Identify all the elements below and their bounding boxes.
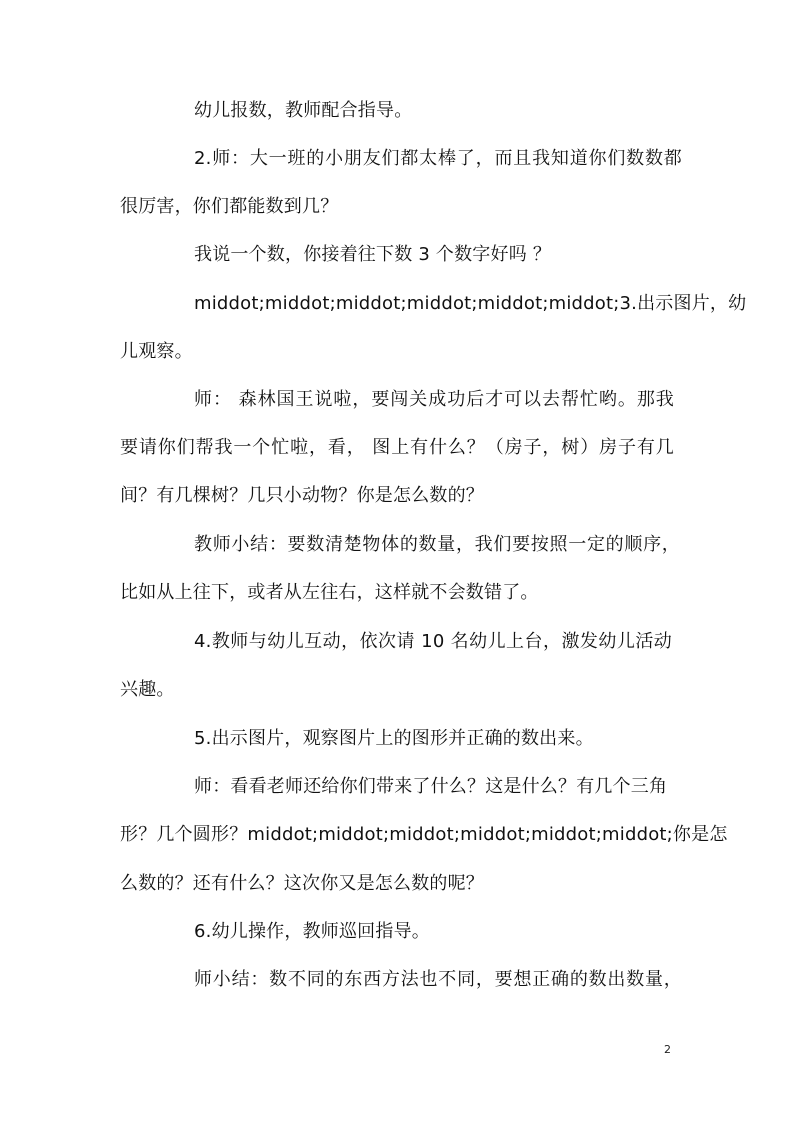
- paragraph-line: 6.幼儿操作，教师巡回指导。: [194, 921, 430, 942]
- paragraph-line: 么数的？还有什么？这次你又是怎么数的呢？: [120, 873, 484, 894]
- paragraph-line: 要请你们帮我一个忙啦，看， 图上有什么？（房子，树）房子有几: [120, 437, 674, 458]
- paragraph-line: middot;middot;middot;middot;middot;middot;3.出示图片，幼: [194, 293, 747, 314]
- paragraph-line: 师小结：数不同的东西方法也不同，要想正确的数出数量，: [194, 969, 682, 990]
- paragraph-line: 形？几个圆形？middot;middot;middot;middot;middot;middot;你是怎: [120, 824, 728, 845]
- paragraph-line: 2.师：大一班的小朋友们都太棒了，而且我知道你们数数都: [194, 148, 682, 169]
- page-number: 2: [664, 1043, 671, 1056]
- paragraph-line: 师： 森林国王说啦，要闯关成功后才可以去帮忙哟。那我: [194, 389, 674, 410]
- paragraph-line: 很厉害，你们都能数到几？: [120, 196, 339, 217]
- paragraph-line: 间？有几棵树？几只小动物？你是怎么数的？: [120, 485, 484, 506]
- paragraph-line: 兴趣。: [120, 679, 175, 700]
- paragraph-line: 教师小结：要数清楚物体的数量，我们要按照一定的顺序，: [194, 534, 680, 555]
- paragraph-line: 5.出示图片，观察图片上的图形并正确的数出来。: [194, 728, 594, 749]
- paragraph-line: 比如从上往下，或者从左往右，这样就不会数错了。: [120, 582, 539, 603]
- paragraph-line: 4.教师与幼儿互动，依次请 10 名幼儿上台，激发幼儿活动: [194, 631, 672, 652]
- paragraph-line: 儿观察。: [120, 341, 193, 362]
- paragraph-line: 幼儿报数，教师配合指导。: [194, 100, 413, 121]
- paragraph-line: 师：看看老师还给你们带来了什么？这是什么？有几个三角: [194, 776, 668, 797]
- paragraph-line: 我说一个数，你接着往下数 3 个数字好吗 ？: [194, 244, 552, 265]
